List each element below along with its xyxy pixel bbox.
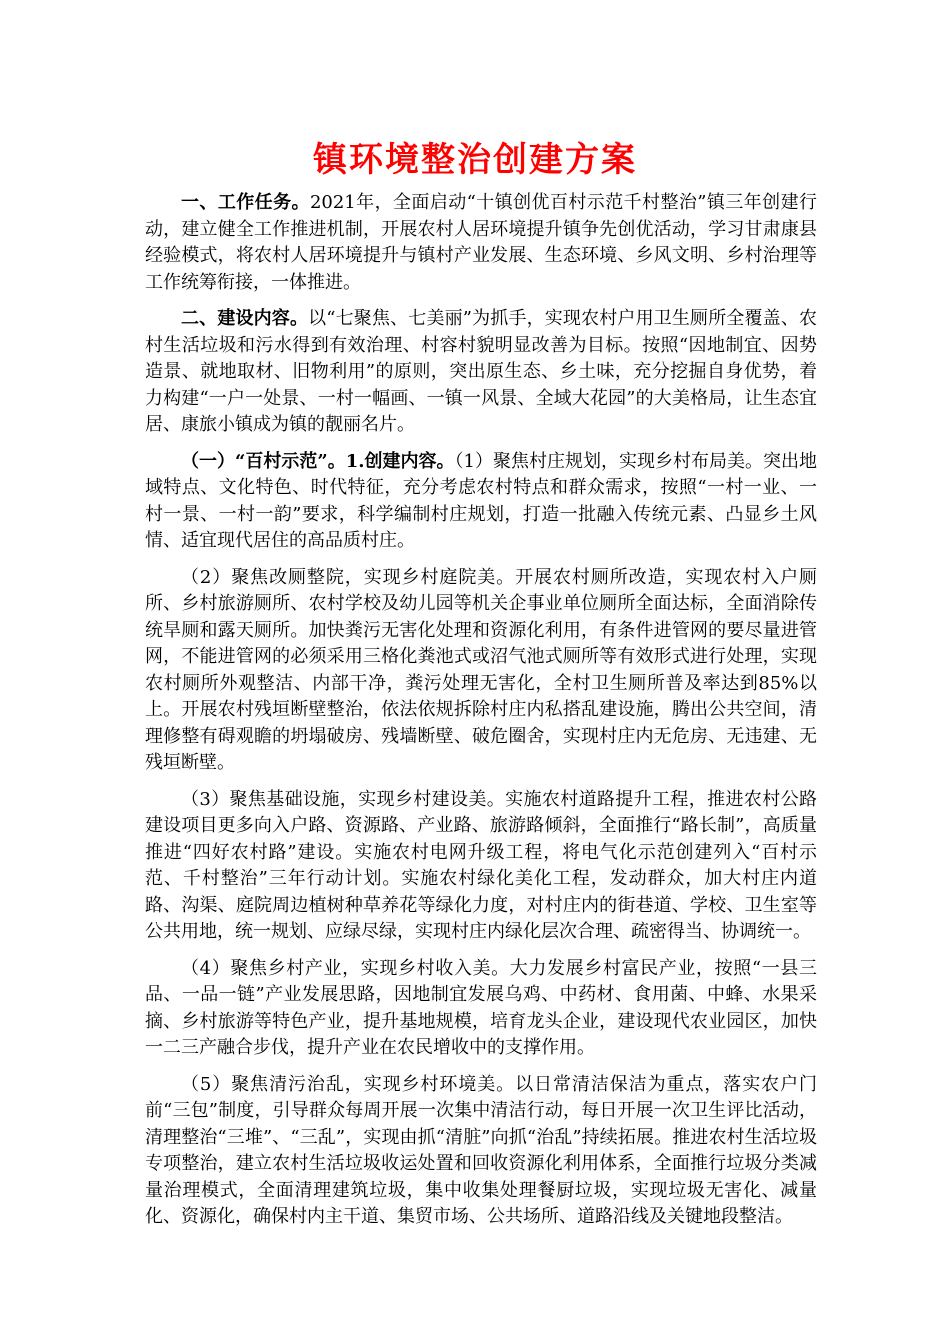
paragraph-heading: 一、工作任务。 xyxy=(181,192,310,213)
paragraph-rural-industry xyxy=(145,956,817,1062)
paragraph-text: （3）聚焦基础设施，实现乡村建设美。实施农村道路提升工程，推进农村公路建设项目更多向入户路、资源路、产业路、旅游路倾斜，全面推行“路长制”，高质量推进“四好农村路”建设。实施农村电网升级工程，将电气化示范创建列入“百村示范、千村整治”三年行动计划。实施农村绿化美化工程，发动群众，加大村庄内道路、沟渠、庭院周边植树种草养花等绿化力度，对村庄内的街巷道、学校、卫生室等公共用地，统一规划、应绿尽绿，实现村庄内绿化层次合理、疏密得当、协调统一。 xyxy=(145,788,817,942)
paragraph-construction-content xyxy=(145,306,817,439)
paragraph-infrastructure xyxy=(145,787,817,946)
paragraph-text: （5）聚焦清污治乱，实现乡村环境美。以日常清洁保洁为重点，落实农户门前“三包”制度，引导群众每周开展一次集中清洁行动，每日开展一次卫生评比活动，清理整治“三堆”、“三乱”，实现由抓“清脏”向抓“治乱”持续拓展。推进农村生活垃圾专项整治，建立农村生活垃圾收运处置和回收资源化利用体系，全面推行垃圾分类减量治理模式，全面清理建筑垃圾，集中收集处理餐厨垃圾，实现垃圾无害化、减量化、资源化，确保村内主干道、集贸市场、公共场所、道路沿线及关键地段整洁。 xyxy=(145,1073,817,1227)
document-body xyxy=(145,190,817,1241)
document-title: 镇环境整治创建方案 xyxy=(313,140,637,180)
paragraph-work-task xyxy=(145,190,817,296)
paragraph-text: 2021年，全面启动“十镇创优百村示范千村整治”镇三年创建行动，建立健全工作推进机制，开展农村人居环境提升镇争先创优活动，学习甘肃康县经验模式，将农村人居环境提升与镇村产业发展、生态环境、乡风文明、乡村治理等工作统筹衔接，一体推进。 xyxy=(145,192,818,293)
paragraph-village-demo xyxy=(145,449,817,555)
paragraph-text: （4）聚焦乡村产业，实现乡村收入美。大力发展乡村富民产业，按照“一县三品、一品一链”产业发展思路，因地制宜发展乌鸡、中药材、食用菌、中蜂、水果采摘、乡村旅游等特色产业，提升基地规模，培育龙头企业，建设现代农业园区，加快一二三产融合步伐，提升产业在农民增收中的支撑作用。 xyxy=(145,957,817,1058)
paragraph-text: （1）聚焦村庄规划，实现乡村布局美。突出地域特点、文化特色、时代特征，充分考虑农村特点和群众需求，按照“一村一业、一村一景、一村一韵”要求，科学编制村庄规划，打造一批融入传统元素、凸显乡土风情、适宜现代居住的高品质村庄。 xyxy=(145,450,818,551)
paragraph-toilet-courtyard xyxy=(145,565,817,777)
paragraph-text: （2）聚焦改厕整院，实现乡村庭院美。开展农村厕所改造，实现农村入户厕所、乡村旅游厕所、农村学校及幼儿园等机关企事业单位厕所全面达标，全面消除传统旱厕和露天厕所。加快粪污无害化处理和资源化利用，有条件进管网的要尽量进管网，不能进管网的必须采用三格化粪池式或沼气池式厕所等有效形式进行处理，实现农村厕所外观整洁、内部干净，粪污处理无害化，全村卫生厕所普及率达到85%以上。开展农村残垣断壁整治，依法依规拆除村庄内私搭乱建设施，腾出公共空间，清理修整有碍观瞻的坍塌破房、残墙断壁、破危圈舍，实现村庄内无危房、无违建、无残垣断壁。 xyxy=(145,566,817,773)
paragraph-environment xyxy=(145,1072,817,1231)
paragraph-heading: （一）“百村示范”。1.创建内容。 xyxy=(181,450,455,472)
paragraph-text: 以“七聚焦、七美丽”为抓手，实现农村户用卫生厕所全覆盖、农村生活垃圾和污水得到有效治理、村容村貌明显改善为目标。按照“因地制宜、因势造景、就地取材、旧物利用”的原则，突出原生态、乡土味，充分挖掘自身优势，着力构建“一户一处景、一村一幅画、一镇一风景、全域大花园”的大美格局，让生态宜居、康旅小镇成为镇的靓丽名片。 xyxy=(145,308,818,435)
paragraph-heading: 二、建设内容。 xyxy=(181,308,309,329)
